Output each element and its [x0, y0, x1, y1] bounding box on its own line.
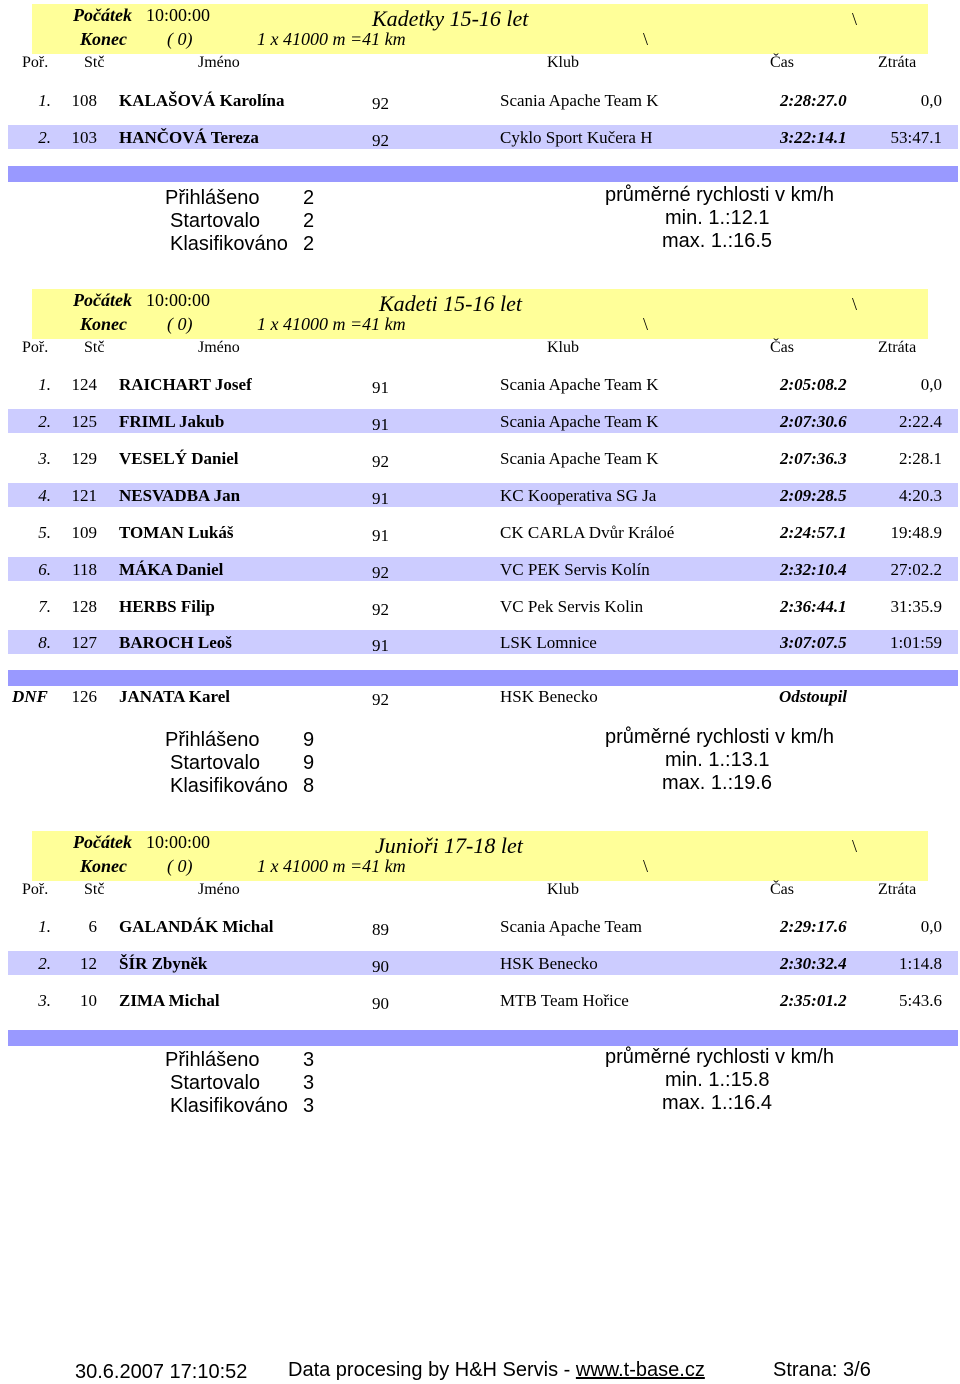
result-bib: 10	[80, 991, 97, 1010]
result-position: 1.	[38, 375, 51, 394]
col-header-club: Klub	[547, 339, 579, 356]
laps-value: ( 0)	[167, 856, 193, 876]
col-header-club: Klub	[547, 54, 579, 71]
started-label: Startovalo	[170, 1072, 261, 1094]
result-time: 2:09:28.5	[780, 486, 847, 505]
result-time: 2:05:08.2	[780, 375, 847, 394]
col-header-name: Jméno	[198, 54, 240, 71]
dnf-name: JANATA Karel	[119, 687, 230, 706]
backslash-mark: \	[852, 836, 858, 856]
result-bib: 129	[71, 449, 97, 468]
speed-min: min. 1.:12.1	[665, 207, 770, 229]
laps-value: ( 0)	[167, 314, 193, 334]
col-header-bib: Stč	[84, 339, 105, 356]
result-position: 2.	[38, 954, 51, 973]
classified-count: 3	[303, 1095, 315, 1117]
result-time: 2:36:44.1	[780, 597, 847, 616]
footer-timestamp: 30.6.2007 17:10:52	[75, 1361, 248, 1383]
dnf-label: DNF	[12, 687, 48, 706]
col-header-loss: Ztráta	[878, 339, 917, 356]
result-year: 90	[372, 994, 389, 1013]
result-club: HSK Benecko	[500, 954, 598, 973]
result-club: Scania Apache Team	[500, 917, 642, 936]
result-position: 1.	[38, 917, 51, 936]
col-header-name: Jméno	[198, 339, 240, 356]
distance-label: 1 x 41000 m =41 km	[257, 856, 406, 876]
result-year: 92	[372, 600, 389, 619]
backslash-mark: \	[852, 294, 858, 314]
result-name: MÁKA Daniel	[119, 560, 224, 579]
speed-max: max. 1.:19.6	[662, 772, 773, 794]
section-divider	[8, 1030, 958, 1046]
classified-label: Klasifikováno	[170, 233, 288, 255]
section-divider	[8, 166, 958, 182]
result-name: ŠÍR Zbyněk	[119, 954, 208, 973]
result-bib: 118	[72, 560, 97, 579]
section-divider	[8, 670, 958, 686]
result-year: 91	[372, 378, 389, 397]
distance-label: 1 x 41000 m =41 km	[257, 29, 406, 49]
result-name: HERBS Filip	[119, 597, 215, 616]
result-name: RAICHART Josef	[119, 375, 252, 394]
avg-speed-label: průměrné rychlosti v km/h	[605, 1046, 834, 1068]
footer-credit	[288, 1359, 705, 1382]
col-header-bib: Stč	[84, 881, 105, 898]
result-year: 91	[372, 526, 389, 545]
result-year: 90	[372, 957, 389, 976]
registered-label: Přihlášeno	[165, 1049, 260, 1071]
result-position: 3.	[38, 449, 51, 468]
registered-label: Přihlášeno	[165, 187, 260, 209]
result-name: NESVADBA Jan	[119, 486, 241, 505]
backslash-mark: \	[643, 29, 649, 49]
start-time: 10:00:00	[146, 5, 211, 25]
result-year: 91	[372, 415, 389, 434]
backslash-mark: \	[852, 9, 858, 29]
result-bib: 128	[71, 597, 97, 616]
result-bib: 6	[88, 917, 97, 936]
result-position: 7.	[38, 597, 51, 616]
start-label: Počátek	[73, 5, 132, 25]
result-time: 3:22:14.1	[780, 128, 847, 147]
result-club: CK CARLA Dvůr Králoé	[500, 523, 675, 542]
result-loss: 53:47.1	[890, 128, 942, 147]
result-club: Scania Apache Team K	[500, 412, 659, 431]
result-name: GALANDÁK Michal	[119, 917, 274, 936]
result-year: 92	[372, 452, 389, 471]
result-time: 2:32:10.4	[780, 560, 847, 579]
avg-speed-label: průměrné rychlosti v km/h	[605, 184, 834, 206]
result-position: 2.	[38, 128, 51, 147]
started-count: 3	[303, 1072, 315, 1094]
category-title: Kadeti 15-16 let	[379, 291, 522, 316]
result-time: 2:07:30.6	[780, 412, 847, 431]
result-name: FRIML Jakub	[119, 412, 225, 431]
footer-credit-text: Data procesing by H&H Servis -	[288, 1359, 576, 1381]
result-position: 6.	[38, 560, 51, 579]
start-label: Počátek	[73, 290, 132, 310]
result-time: 2:29:17.6	[780, 917, 847, 936]
result-club: Scania Apache Team K	[500, 375, 659, 394]
dnf-year: 92	[372, 690, 389, 709]
col-header-time: Čas	[770, 881, 794, 898]
footer-website-link[interactable]: www.t-base.cz	[575, 1359, 705, 1381]
result-time: 2:35:01.2	[780, 991, 847, 1010]
laps-value: ( 0)	[167, 29, 193, 49]
start-time: 10:00:00	[146, 290, 211, 310]
result-club: VC PEK Servis Kolín	[500, 560, 650, 579]
result-position: 3.	[38, 991, 51, 1010]
col-header-pos: Poř.	[22, 54, 49, 71]
result-loss: 0,0	[920, 91, 942, 110]
result-loss: 1:01:59	[890, 633, 942, 652]
footer-page-number: Strana: 3/6	[773, 1359, 871, 1381]
col-header-time: Čas	[770, 339, 794, 356]
result-loss: 5:43.6	[899, 991, 942, 1010]
col-header-name: Jméno	[198, 881, 240, 898]
classified-label: Klasifikováno	[170, 1095, 288, 1117]
speed-min: min. 1.:15.8	[665, 1069, 770, 1091]
registered-count: 2	[303, 187, 315, 209]
classified-count: 2	[303, 233, 315, 255]
classified-label: Klasifikováno	[170, 775, 288, 797]
backslash-mark: \	[643, 856, 649, 876]
result-loss: 0,0	[920, 375, 942, 394]
result-loss: 2:28.1	[899, 449, 942, 468]
dnf-bib: 126	[71, 687, 97, 706]
result-time: 3:07:07.5	[780, 633, 847, 652]
result-year: 92	[372, 563, 389, 582]
result-name: BAROCH Leoš	[119, 633, 232, 652]
result-bib: 124	[71, 375, 97, 394]
result-loss: 0,0	[920, 917, 942, 936]
result-year: 92	[372, 131, 389, 150]
backslash-mark: \	[643, 314, 649, 334]
col-header-bib: Stč	[84, 54, 105, 71]
result-loss: 27:02.2	[890, 560, 942, 579]
result-bib: 12	[80, 954, 97, 973]
registered-count: 9	[303, 729, 315, 751]
result-bib: 127	[71, 633, 97, 652]
result-loss: 1:14.8	[899, 954, 942, 973]
classified-count: 8	[303, 775, 315, 797]
result-name: HANČOVÁ Tereza	[119, 128, 259, 147]
started-count: 2	[303, 210, 315, 232]
result-year: 91	[372, 636, 389, 655]
result-bib: 121	[71, 486, 97, 505]
dnf-status: Odstoupil	[779, 687, 848, 706]
result-position: 4.	[38, 486, 51, 505]
col-header-loss: Ztráta	[878, 54, 917, 71]
result-bib: 109	[71, 523, 97, 542]
col-header-loss: Ztráta	[878, 881, 917, 898]
start-time: 10:00:00	[146, 832, 211, 852]
registered-label: Přihlášeno	[165, 729, 260, 751]
result-year: 92	[372, 94, 389, 113]
result-year: 91	[372, 489, 389, 508]
speed-min: min. 1.:13.1	[665, 749, 770, 771]
result-bib: 125	[71, 412, 97, 431]
result-club: Scania Apache Team K	[500, 91, 659, 110]
result-name: TOMAN Lukáš	[119, 523, 234, 542]
result-club: MTB Team Hořice	[500, 991, 629, 1010]
result-club: Cyklo Sport Kučera H	[500, 128, 653, 147]
distance-label: 1 x 41000 m =41 km	[257, 314, 406, 334]
result-time: 2:07:36.3	[780, 449, 847, 468]
start-label: Počátek	[73, 832, 132, 852]
result-loss: 31:35.9	[890, 597, 942, 616]
category-title: Junioři 17-18 let	[375, 833, 523, 858]
end-label: Konec	[80, 29, 127, 49]
col-header-time: Čas	[770, 54, 794, 71]
result-loss: 4:20.3	[899, 486, 942, 505]
result-time: 2:24:57.1	[780, 523, 847, 542]
result-bib: 108	[71, 91, 97, 110]
result-position: 1.	[38, 91, 51, 110]
result-year: 89	[372, 920, 389, 939]
started-label: Startovalo	[170, 210, 261, 232]
result-name: KALAŠOVÁ Karolína	[119, 91, 285, 110]
result-position: 2.	[38, 412, 51, 431]
col-header-pos: Poř.	[22, 339, 49, 356]
result-time: 2:30:32.4	[780, 954, 847, 973]
col-header-pos: Poř.	[22, 881, 49, 898]
result-bib: 103	[71, 128, 97, 147]
started-count: 9	[303, 752, 315, 774]
end-label: Konec	[80, 856, 127, 876]
started-label: Startovalo	[170, 752, 261, 774]
speed-max: max. 1.:16.4	[662, 1092, 773, 1114]
result-position: 5.	[38, 523, 51, 542]
result-name: ZIMA Michal	[119, 991, 220, 1010]
registered-count: 3	[303, 1049, 315, 1071]
avg-speed-label: průměrné rychlosti v km/h	[605, 726, 834, 748]
result-name: VESELÝ Daniel	[119, 449, 239, 468]
result-club: VC Pek Servis Kolin	[500, 597, 644, 616]
end-label: Konec	[80, 314, 127, 334]
result-club: KC Kooperativa SG Ja	[500, 486, 657, 505]
result-loss: 2:22.4	[899, 412, 942, 431]
result-club: Scania Apache Team K	[500, 449, 659, 468]
col-header-club: Klub	[547, 881, 579, 898]
result-position: 8.	[38, 633, 51, 652]
result-loss: 19:48.9	[890, 523, 942, 542]
speed-max: max. 1.:16.5	[662, 230, 773, 252]
result-time: 2:28:27.0	[780, 91, 847, 110]
category-title: Kadetky 15-16 let	[372, 6, 529, 31]
dnf-club: HSK Benecko	[500, 687, 598, 706]
result-club: LSK Lomnice	[500, 633, 597, 652]
